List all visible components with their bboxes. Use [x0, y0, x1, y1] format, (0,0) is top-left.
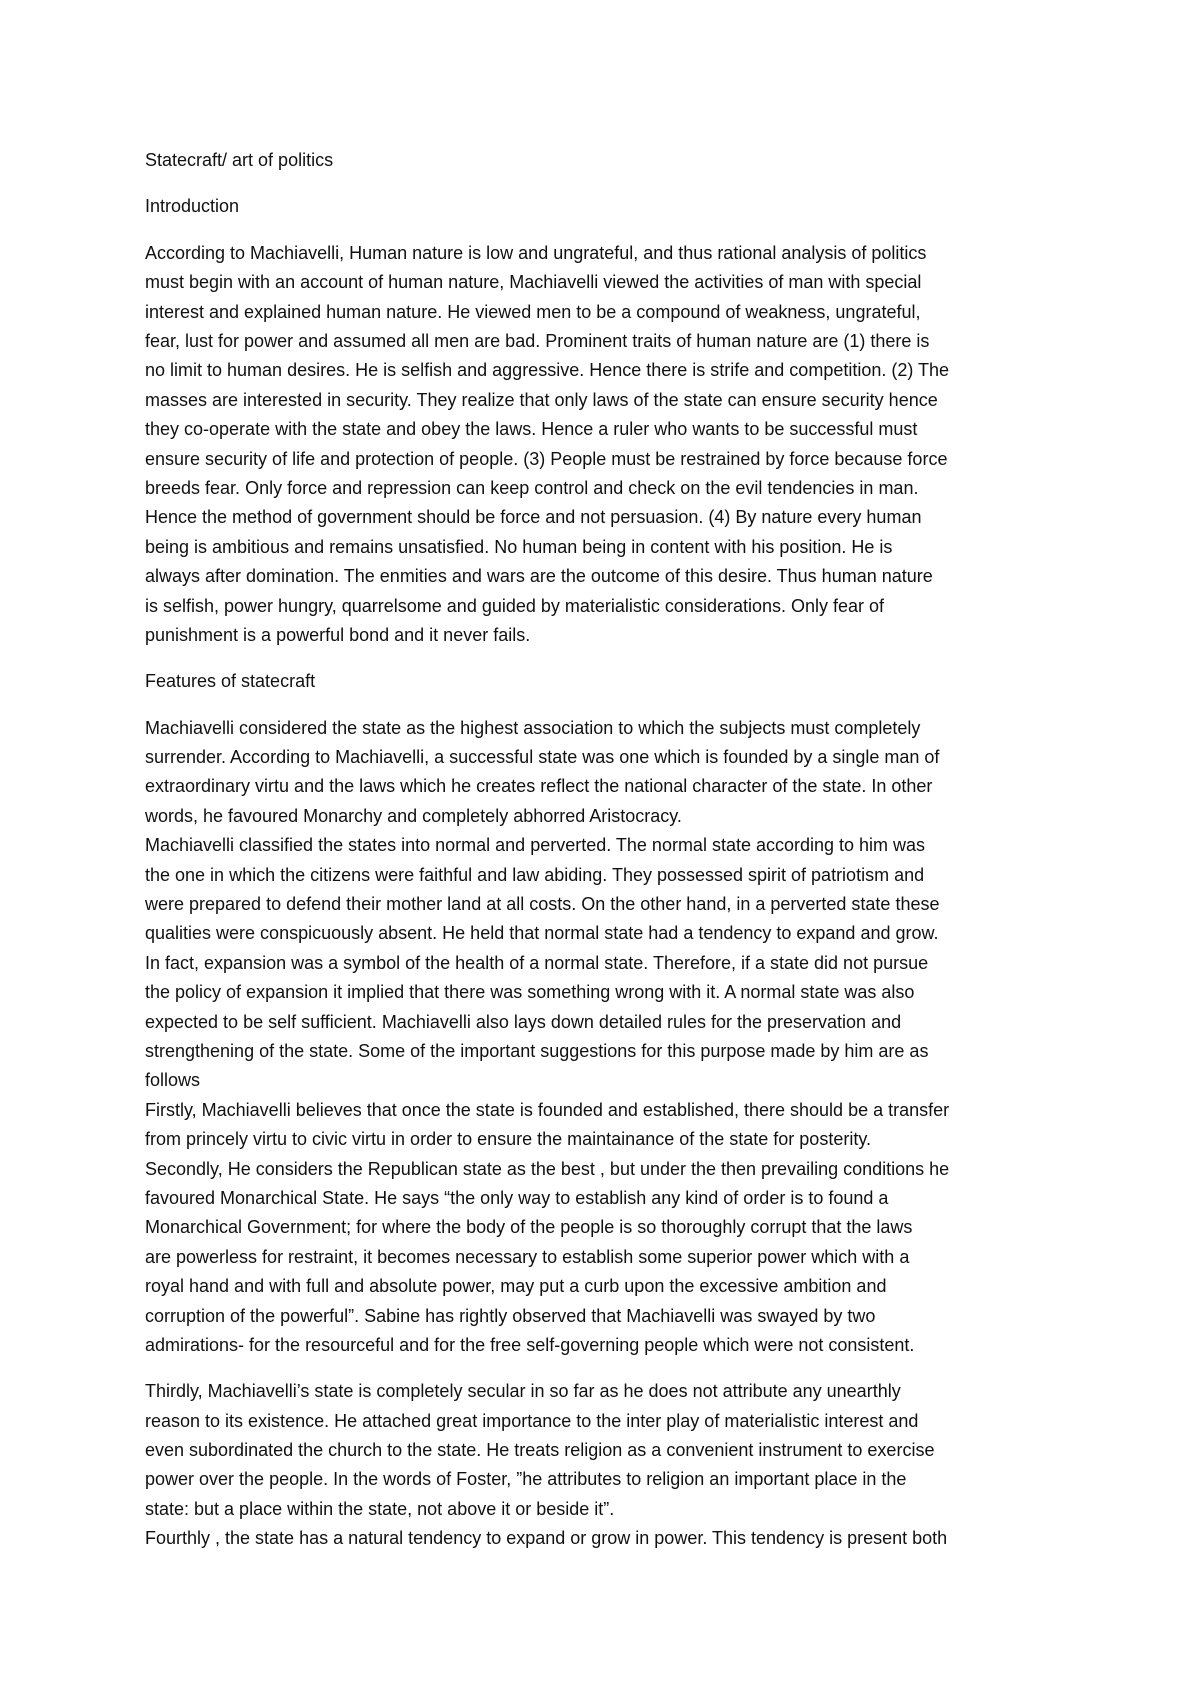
text-line: power over the people. In the words of Foster, ”he attributes to religion an important place in the [145, 1469, 907, 1490]
text-line: breeds fear. Only force and repression can keep control and check on the evil tendencies in man. [145, 477, 919, 498]
section-heading-features: Features of statecraft [145, 671, 316, 692]
text-line: Machiavelli considered the state as the highest association to which the subjects must completely [145, 717, 921, 738]
document-title: Statecraft/ art of politics [145, 150, 334, 170]
text-line: qualities were conspicuously absent. He held that normal state had a tendency to expand and grow. [145, 923, 939, 944]
text-line: Thirdly, Machiavelli’s state is completely secular in so far as he does not attribute any unearthly [145, 1381, 901, 1402]
text-line: the policy of expansion it implied that there was something wrong with it. A normal state was also [145, 982, 915, 1003]
features-paragraph [145, 714, 1070, 1361]
text-line: royal hand and with full and absolute power, may put a curb upon the excessive ambition and [145, 1276, 887, 1297]
text-line: favoured Monarchical State. He says “the only way to establish any kind of order is to found a [145, 1187, 889, 1208]
text-line: must begin with an account of human nature, Machiavelli viewed the activities of man with special [145, 272, 922, 293]
continuation-paragraph [145, 1377, 1070, 1553]
text-line: Machiavelli classified the states into normal and perverted. The normal state according to him was [145, 835, 926, 856]
text-line: even subordinated the church to the state. He treats religion as a convenient instrument to exercise [145, 1440, 935, 1461]
text-line: In fact, expansion was a symbol of the health of a normal state. Therefore, if a state did not pursue [145, 952, 929, 973]
text-line: masses are interested in security. They realize that only laws of the state can ensure security hence [145, 389, 938, 410]
text-line: were prepared to defend their mother land at all costs. On the other hand, in a perverted state these [145, 894, 940, 915]
text-line: fear, lust for power and assumed all men are bad. Prominent traits of human nature are (1) there is [145, 330, 930, 351]
text-line: expected to be self sufficient. Machiavelli also lays down detailed rules for the preservation and [145, 1011, 902, 1032]
text-line: corruption of the powerful”. Sabine has rightly observed that Machiavelli was swayed by two [145, 1305, 876, 1326]
section-heading-introduction: Introduction [145, 196, 240, 217]
document-page [145, 146, 1070, 1554]
text-line: words, he favoured Monarchy and completely abhorred Aristocracy. [145, 805, 682, 826]
text-line: According to Machiavelli, Human nature is low and ungrateful, and thus rational analysis of politics [145, 242, 927, 263]
text-line: Monarchical Government; for where the body of the people is so thoroughly corrupt that the laws [145, 1217, 913, 1238]
text-line: the one in which the citizens were faithful and law abiding. They possessed spirit of patriotism and [145, 864, 925, 885]
text-line: Firstly, Machiavelli believes that once the state is founded and established, there should be a transfer [145, 1099, 950, 1120]
text-line: Hence the method of government should be force and not persuasion. (4) By nature every human [145, 507, 922, 528]
text-line: Secondly, He considers the Republican state as the best , but under the then prevailing conditions he [145, 1158, 950, 1179]
text-line: reason to its existence. He attached great importance to the inter play of materialistic interest and [145, 1410, 919, 1431]
text-line: from princely virtu to civic virtu in order to ensure the maintainance of the state for posterity. [145, 1129, 871, 1150]
text-line: state: but a place within the state, not above it or beside it”. [145, 1498, 615, 1519]
text-line: extraordinary virtu and the laws which he creates reflect the national character of the state. In other [145, 776, 933, 797]
introduction-paragraph [145, 239, 1070, 650]
text-line: punishment is a powerful bond and it never fails. [145, 624, 531, 645]
text-line: always after domination. The enmities and wars are the outcome of this desire. Thus human nature [145, 566, 933, 587]
text-line: ensure security of life and protection of people. (3) People must be restrained by force because force [145, 448, 948, 469]
text-line: surrender. According to Machiavelli, a successful state was one which is founded by a single man of [145, 747, 940, 768]
text-line: being is ambitious and remains unsatisfied. No human being in content with his position. He is [145, 536, 893, 557]
text-line: Fourthly , the state has a natural tendency to expand or grow in power. This tendency is present both [145, 1528, 948, 1549]
text-line: follows [145, 1070, 201, 1091]
text-line: is selfish, power hungry, quarrelsome and guided by materialistic considerations. Only fear of [145, 595, 885, 616]
text-line: they co-operate with the state and obey the laws. Hence a ruler who wants to be successful must [145, 419, 918, 440]
text-line: no limit to human desires. He is selfish and aggressive. Hence there is strife and competition. (2) The [145, 360, 950, 381]
text-line: strengthening of the state. Some of the important suggestions for this purpose made by him are as [145, 1040, 929, 1061]
text-line: are powerless for restraint, it becomes necessary to establish some superior power which with a [145, 1246, 910, 1267]
text-line: admirations- for the resourceful and for the free self-governing people which were not consistent. [145, 1334, 915, 1355]
text-line: interest and explained human nature. He viewed men to be a compound of weakness, ungrateful, [145, 301, 921, 322]
